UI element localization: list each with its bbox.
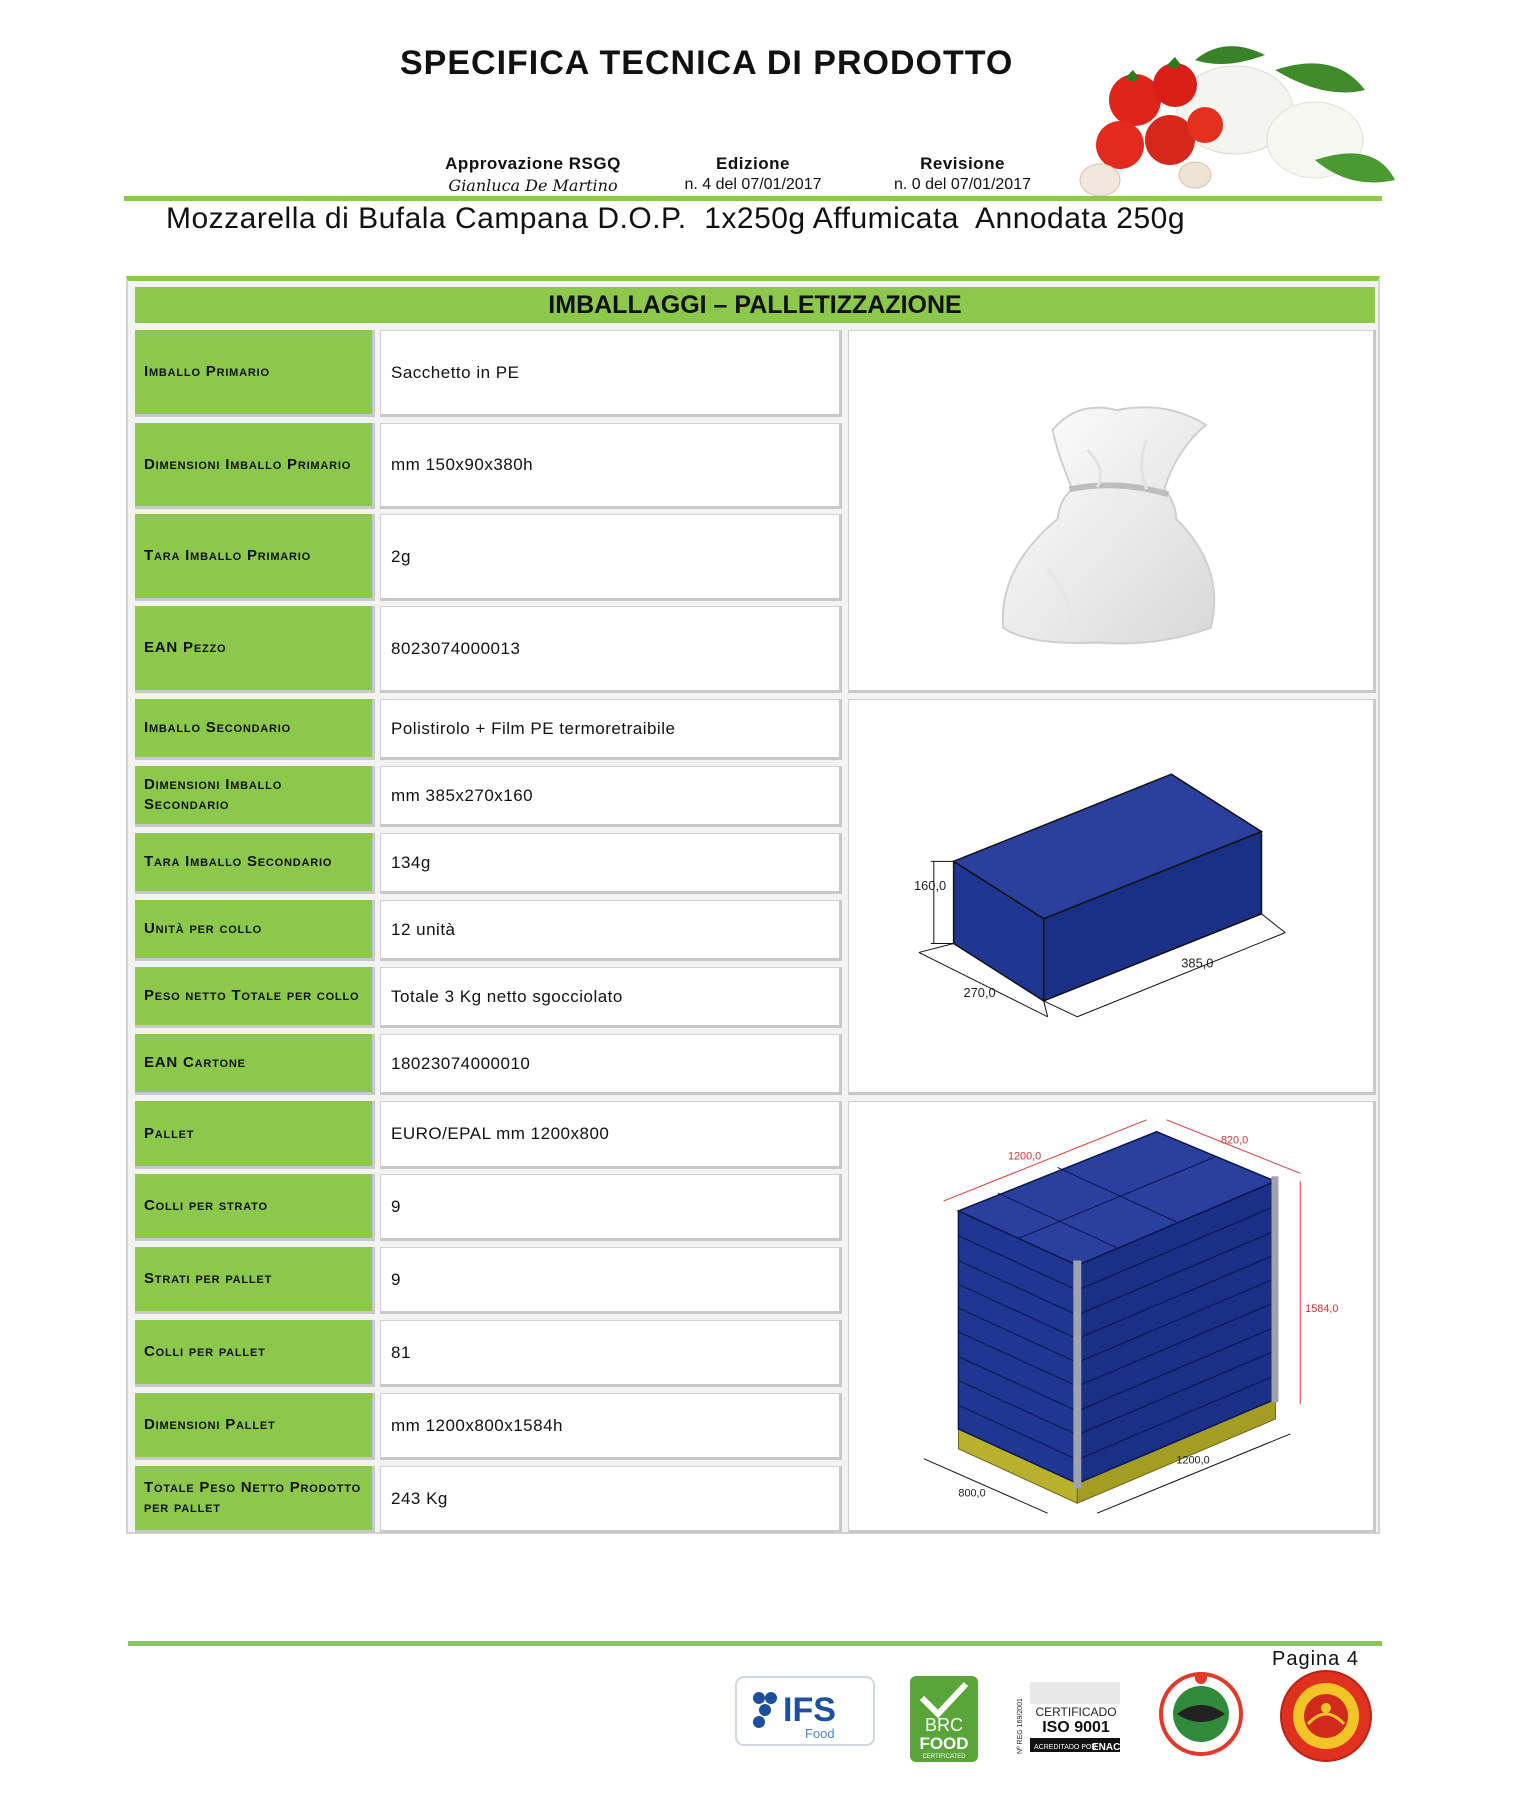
label-peso-pallet: Totale Peso Netto Prodotto per pallet (135, 1466, 375, 1533)
dop-seal-logo (1278, 1668, 1374, 1764)
iso-logo-text-1: CERTIFICADO (1035, 1705, 1117, 1719)
iso-logo-text-4: ENAC (1092, 1742, 1121, 1753)
box-height-label: 160,0 (914, 878, 947, 894)
value-dimensioni-primario: mm 150x90x380h (380, 423, 842, 509)
edition-value: n. 4 del 07/01/2017 (684, 176, 822, 193)
footer-rule (128, 1641, 1382, 1646)
label-strati-pallet: Strati per pallet (135, 1247, 375, 1314)
approval-signature: Gianluca De Martino (448, 176, 618, 195)
value-ean-cartone: 18023074000010 (380, 1034, 842, 1095)
revision-block (870, 154, 1055, 194)
label-peso-collo: Peso netto Totale per collo (135, 967, 375, 1028)
label-imballo-secondario: Imballo Secondario (135, 699, 375, 760)
product-name: Mozzarella di Bufala Campana D.O.P. 1x250g Affumicata Annodata 250g (166, 202, 1186, 235)
mozzarella-di-bufala-consortium-logo (1157, 1668, 1245, 1758)
label-ean-cartone: EAN Cartone (135, 1034, 375, 1095)
box-width-label: 385,0 (1181, 955, 1214, 971)
doc-title: SPECIFICA TECNICA DI PRODOTTO (400, 44, 1014, 82)
value-imballo-secondario: Polistirolo + Film PE termoretraibile (380, 699, 842, 760)
pallet-base-length-label: 1200,0 (1176, 1454, 1210, 1467)
label-pallet: Pallet (135, 1101, 375, 1169)
value-strati-pallet: 9 (380, 1247, 842, 1314)
approval-heading: Approvazione RSGQ (445, 154, 621, 173)
label-dimensioni-primario: Dimensioni Imballo Primario (135, 423, 375, 509)
box-depth-label: 270,0 (963, 984, 996, 1000)
revision-heading: Revisione (920, 154, 1005, 173)
iso-9001-logo (1012, 1676, 1124, 1756)
value-peso-collo: Totale 3 Kg netto sgocciolato (380, 967, 842, 1028)
value-peso-pallet: 243 Kg (380, 1466, 842, 1533)
value-tara-secondario: 134g (380, 833, 842, 894)
header-rule (124, 196, 1382, 201)
iso-logo-side: Nº REG 169/2001 (1017, 1698, 1024, 1754)
value-pallet: EURO/EPAL mm 1200x800 (380, 1101, 842, 1169)
label-colli-pallet: Colli per pallet (135, 1320, 375, 1387)
ifs-logo-sub: Food (805, 1726, 835, 1741)
label-dimensioni-secondario: Dimensioni Imballo Secondario (135, 766, 375, 827)
value-dimensioni-pallet: mm 1200x800x1584h (380, 1393, 842, 1460)
label-dimensioni-pallet: Dimensioni Pallet (135, 1393, 375, 1460)
mozzarella-tomato-image (1075, 30, 1400, 205)
edition-heading: Edizione (716, 154, 790, 173)
page-number: Pagina 4 (1272, 1648, 1359, 1670)
label-tara-primario: Tara Imballo Primario (135, 514, 375, 601)
value-tara-primario: 2g (380, 514, 842, 601)
section-title: IMBALLAGGI – PALLETIZZAZIONE (135, 287, 1375, 323)
pallet-width-label: 820,0 (1220, 1134, 1249, 1147)
value-ean-pezzo: 8023074000013 (380, 606, 842, 693)
pallet-image-cell (848, 1101, 1376, 1533)
approval-block (428, 154, 638, 195)
pallet-length-label: 1200,0 (1007, 1150, 1042, 1163)
brc-logo-text-3: CERTIFICATED (922, 1754, 966, 1760)
brc-food-logo (910, 1676, 978, 1762)
box-diagram (849, 700, 1373, 1092)
primary-pack-image-cell (848, 330, 1376, 693)
iso-logo-text-3: ACREDITADO POR (1034, 1744, 1097, 1751)
label-tara-secondario: Tara Imballo Secondario (135, 833, 375, 894)
iso-logo-text-2: ISO 9001 (1042, 1719, 1110, 1736)
brc-logo-text-1: BRC (924, 1715, 964, 1735)
edition-block (663, 154, 843, 194)
pallet-diagram (849, 1102, 1373, 1530)
value-colli-pallet: 81 (380, 1320, 842, 1387)
bag-image (849, 331, 1373, 690)
ifs-logo-text: IFS (783, 1691, 836, 1729)
value-unita-per-collo: 12 unità (380, 900, 842, 961)
value-imballo-primario: Sacchetto in PE (380, 330, 842, 417)
label-colli-strato: Colli per strato (135, 1174, 375, 1241)
label-ean-pezzo: EAN Pezzo (135, 606, 375, 693)
value-dimensioni-secondario: mm 385x270x160 (380, 766, 842, 827)
secondary-pack-image-cell (848, 699, 1376, 1095)
brc-logo-text-2: FOOD (919, 1734, 969, 1753)
pallet-height-label: 1584,0 (1305, 1303, 1339, 1316)
pallet-base-width-label: 800,0 (958, 1487, 986, 1500)
packaging-table (126, 276, 1380, 1534)
label-unita-per-collo: Unità per collo (135, 900, 375, 961)
revision-value: n. 0 del 07/01/2017 (893, 176, 1031, 193)
ifs-food-logo (735, 1676, 875, 1746)
value-colli-strato: 9 (380, 1174, 842, 1241)
label-imballo-primario: Imballo Primario (135, 330, 375, 417)
